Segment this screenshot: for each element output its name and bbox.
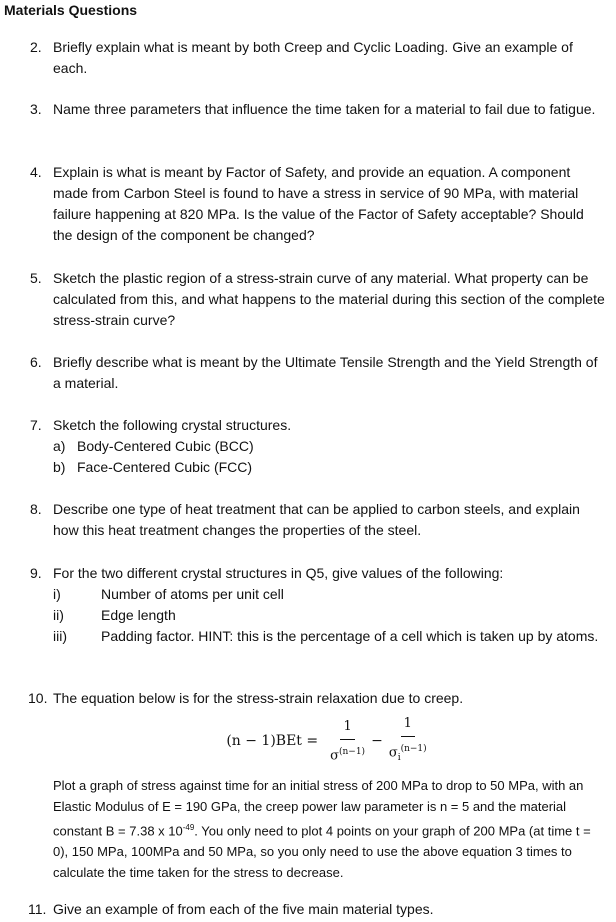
question-paragraph: Plot a graph of stress against time for an initial stress of 200 MPa to drop to 50 MPa, with an Elastic Modulus of E = 190 GPa, the creep power law parameter is n = 5 and the material constant B = 7.38 x $10^{-49}$. You only need to plot 4 points on your graph of 200 MPa (at time t = 0), 150 MPa, 100MPa and 50 MPa, so you only need to use the above equation 3 times to calculate the time taken for the stress to decrease. — [53, 778, 591, 881]
question-text: For the two different crystal structures in Q5, give values of the following: — [53, 565, 504, 581]
question-number: 9. — [30, 565, 42, 581]
question-number: 5. — [30, 270, 42, 286]
sub-label: b) — [53, 459, 66, 475]
question-text: Briefly describe what is meant by the Ultimate Tensile Strength and the Yield Strength of a material. — [53, 354, 598, 391]
question-8 — [30, 499, 606, 541]
question-10 — [30, 688, 606, 883]
question-text: Give an example of from each of the five main material types. — [53, 901, 434, 917]
question-number: 11. — [28, 901, 47, 917]
question-number: 6. — [30, 354, 42, 370]
page-title: Materials Questions — [4, 2, 138, 18]
fraction-denominator: $\sigma_i^{(n-1)}$ — [388, 744, 427, 763]
question-5 — [30, 268, 606, 331]
creep-equation — [53, 716, 606, 764]
equation-minus: − — [371, 732, 383, 749]
question-text: Sketch the following crystal structures. — [53, 417, 292, 433]
equation-fraction-1 — [330, 716, 365, 766]
question-number: 3. — [30, 101, 42, 117]
sub-item — [53, 436, 606, 457]
question-text: The equation below is for the stress-strain relaxation due to creep. — [53, 690, 464, 706]
question-4 — [30, 162, 606, 246]
question-9 — [30, 563, 606, 647]
question-7 — [30, 415, 606, 478]
sub-label: a) — [53, 438, 66, 454]
sub-item — [53, 605, 606, 626]
sub-text: Face-Centered Cubic (FCC) — [77, 459, 253, 475]
question-number: 2. — [30, 39, 42, 55]
sub-text: Padding factor. HINT: this is the percentage of a cell which is taken up by atoms. — [101, 628, 599, 644]
question-number: 4. — [30, 164, 42, 180]
question-number: 8. — [30, 501, 42, 517]
equation-fraction-2 — [389, 713, 427, 769]
question-text: Sketch the plastic region of a stress-strain curve of any material. What property can be calculated from this, and what happens to the material during this section of the complete stress-strain curve? — [53, 270, 605, 328]
sub-text: Edge length — [101, 607, 176, 623]
question-3 — [30, 99, 606, 120]
question-text: Name three parameters that influence the time taken for a material to fail due to fatigue. — [53, 101, 596, 117]
question-number: 7. — [30, 417, 42, 433]
sub-item — [53, 584, 606, 605]
sub-item — [53, 457, 606, 478]
sub-label: iii) — [53, 628, 67, 644]
question-number: 10. — [28, 690, 48, 706]
question-text: Briefly explain what is meant by both Creep and Cyclic Loading. Give an example of each. — [53, 39, 573, 76]
equation-lhs: (n − 1)BEt = — [226, 732, 319, 749]
sub-item — [53, 626, 606, 647]
question-text: Describe one type of heat treatment that can be applied to carbon steels, and explain how this heat treatment changes the properties of the steel. — [53, 501, 580, 538]
question-text: Explain is what is meant by Factor of Safety, and provide an equation. A component made from Carbon Steel is found to have a stress in service of 90 MPa, with material failure happening at 820 MPa. Is the value of the Factor of Safety acceptable? Should the design of the component be changed? — [53, 164, 584, 243]
sub-label: i) — [53, 586, 61, 602]
fraction-denominator: $\sigma^{(n-1)}$ — [330, 746, 366, 764]
sub-label: ii) — [53, 607, 64, 623]
fraction-numerator: 1 — [340, 716, 354, 740]
fraction-numerator: 1 — [401, 713, 415, 737]
question-6 — [30, 352, 606, 394]
sub-text: Body-Centered Cubic (BCC) — [77, 438, 254, 454]
question-2 — [30, 37, 606, 79]
sub-text: Number of atoms per unit cell — [101, 586, 284, 602]
question-11 — [30, 899, 606, 920]
